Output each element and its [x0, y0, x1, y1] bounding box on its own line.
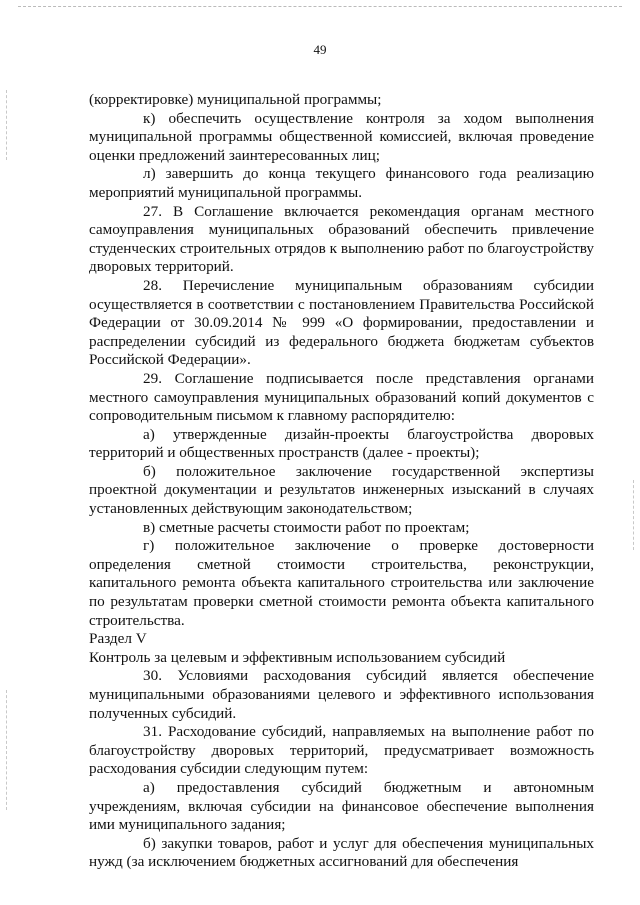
paragraph: б) положительное заключение государственной экспертизы проектной документации и результатов инженерных изысканий в случаях установленных действующим законодательством;: [89, 462, 594, 518]
paragraph: б) закупки товаров, работ и услуг для обеспечения муниципальных нужд (за исключением бюджетных ассигнований для обеспечения: [89, 834, 594, 871]
paragraph: 31. Расходование субсидий, направляемых на выполнение работ по благоустройству дворовых территорий, предусматривает возможность расходования субсидии следующим путем:: [89, 723, 594, 778]
paragraph: (корректировке) муниципальной программы;: [89, 91, 382, 108]
page-number: 49: [313, 42, 327, 57]
document-body: [89, 91, 594, 872]
paragraphs-before-section: [89, 91, 594, 630]
section-subtitle: Контроль за целевым и эффективным использованием субсидий: [89, 648, 506, 666]
paragraph: а) утвержденные дизайн-проекты благоустройства дворовых территорий и общественных пространств (далее - проекты);: [89, 425, 594, 462]
paragraph: л) завершить до конца текущего финансового года реализацию мероприятий муниципальной программы.: [89, 165, 594, 201]
scan-left-edge-mark: [6, 90, 7, 160]
scan-right-edge-mark: [633, 480, 634, 550]
paragraph: а) предоставления субсидий бюджетным и автономным учреждениям, включая субсидии на финансовое обеспечение выполнения ими муниципального задания;: [89, 778, 594, 834]
paragraph: 30. Условиями расходования субсидий является обеспечение муниципальными образованиями целевого и эффективного использования полученных субсидий.: [89, 667, 594, 722]
paragraph: 27. В Соглашение включается рекомендация органам местного самоуправления муниципальных образований обеспечить привлечение студенческих строительных отрядов к выполнению работ по благоустройству дворовых территорий.: [89, 202, 594, 276]
paragraph: г) положительное заключение о проверке достоверности определения сметной стоимости строительства, реконструкции, капитального ремонта объекта капитального строительства или заключение по результатам проверки сметной стоимости ремонта объекта капитального строительства.: [89, 537, 594, 629]
paragraph: 29. Соглашение подписывается после представления органами местного самоуправления муниципальных образований копий документов с сопроводительным письмом к главному распорядителю:: [89, 369, 594, 425]
paragraph: 28. Перечисление муниципальным образованиям субсидии осуществляется в соответствии с постановлением Правительства Российской Федерации от 30.09.2014 № 999 «О формировании, предоставлении и распределении субсидий из федерального бюджета бюджетам субъектов Российской Федерации».: [89, 276, 594, 369]
paragraph: в) сметные расчеты стоимости работ по проектам;: [143, 518, 470, 536]
paragraph: к) обеспечить осуществление контроля за ходом выполнения муниципальной программы общественной комиссией, включая проведение оценки предложений заинтересованных лиц;: [89, 109, 594, 164]
section-title: Раздел V: [89, 630, 147, 648]
paragraphs-after-section: [89, 667, 594, 872]
scan-left-edge-mark: [6, 690, 7, 810]
scan-top-edge: [18, 6, 622, 7]
